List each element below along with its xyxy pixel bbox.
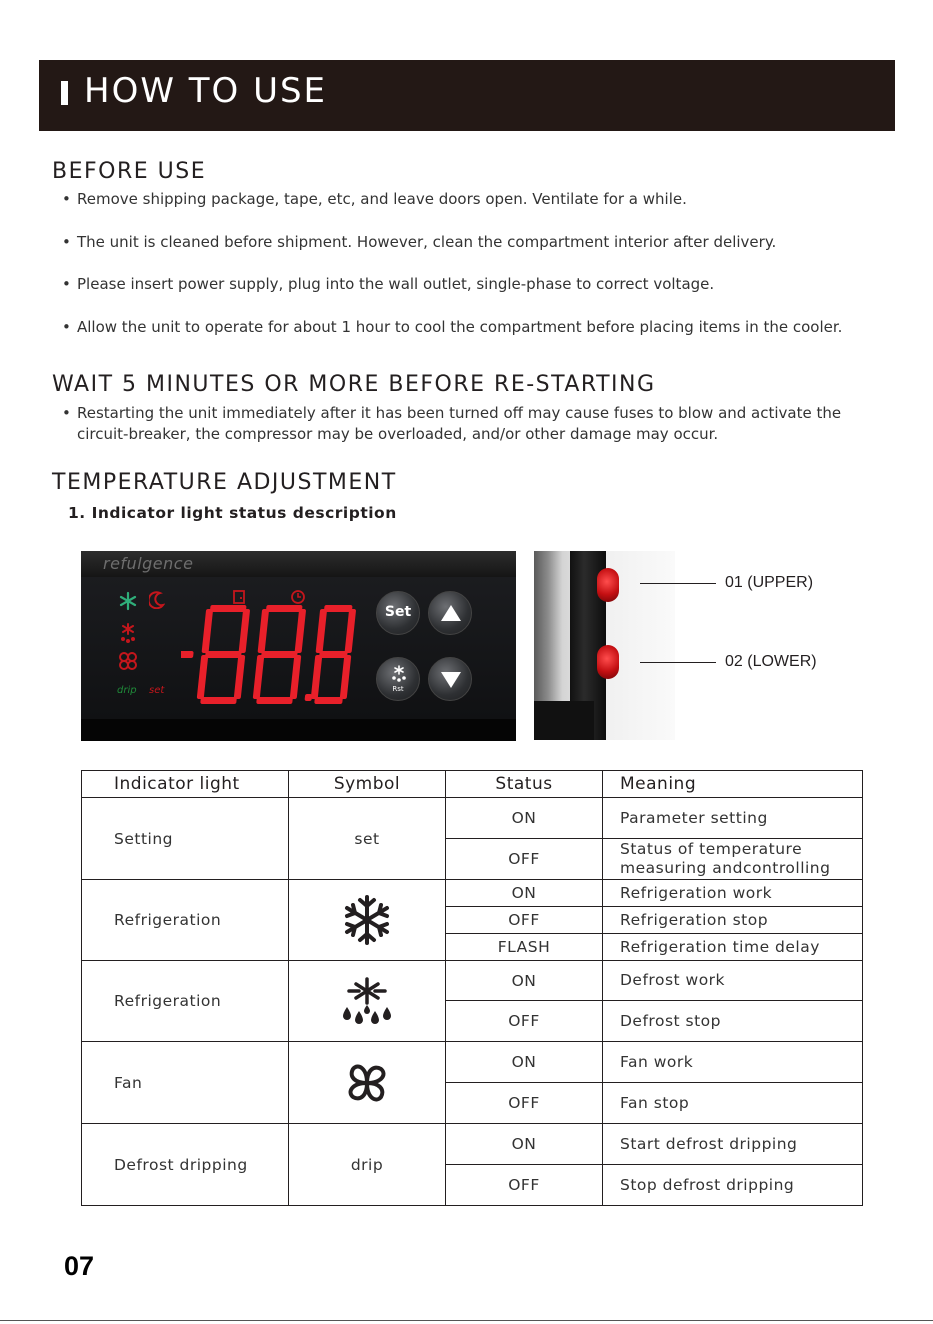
- header-mark: [61, 81, 68, 105]
- header-meaning: Meaning: [603, 771, 863, 798]
- symbol-cell: [289, 880, 446, 961]
- meaning-cell: Refrigeration time delay: [603, 934, 863, 961]
- lower-callout-label: 02 (LOWER): [725, 653, 817, 670]
- status-cell: ON: [446, 798, 603, 839]
- table-row: [82, 880, 863, 907]
- meaning-cell: Fan work: [603, 1042, 863, 1083]
- symbol-cell: drip: [289, 1124, 446, 1206]
- meaning-cell: Refrigeration work: [603, 880, 863, 907]
- indicator-subtitle: 1. Indicator light status description: [68, 504, 397, 522]
- table-row: [82, 1124, 863, 1165]
- status-cell: OFF: [446, 907, 603, 934]
- status-cell: FLASH: [446, 934, 603, 961]
- indicator-cell: Refrigeration: [82, 961, 289, 1042]
- list-item: • Please insert power supply, plug into the wall outlet, single-phase to correct voltage.: [62, 274, 877, 295]
- meaning-cell: Fan stop: [603, 1083, 863, 1124]
- brand-logo: refulgence: [103, 554, 194, 573]
- lower-switch[interactable]: [597, 645, 619, 679]
- status-cell: ON: [446, 1042, 603, 1083]
- indicator-cell: Refrigeration: [82, 880, 289, 961]
- page-number: 07: [64, 1251, 95, 1281]
- lower-callout-line: [640, 662, 716, 663]
- temperature-display: [181, 601, 356, 711]
- defrost-icon: [118, 623, 138, 643]
- meaning-cell: Status of temperature measuring andcontrolling: [603, 839, 863, 880]
- defrost-icon: [337, 977, 397, 1025]
- defrost-reset-button[interactable]: [376, 657, 420, 701]
- status-cell: ON: [446, 961, 603, 1001]
- fan-icon: [118, 651, 138, 671]
- wait-list: [62, 403, 877, 445]
- indicator-cell: Defrost dripping: [82, 1124, 289, 1206]
- moon-icon: [149, 591, 165, 609]
- panel-strip: [81, 551, 516, 577]
- table-row: [82, 961, 863, 1001]
- triangle-up-icon: [440, 603, 462, 623]
- list-item: • Allow the unit to operate for about 1 hour to cool the compartment before placing items in the cooler.: [62, 317, 877, 338]
- status-cell: OFF: [446, 839, 603, 880]
- indicator-cell: Fan: [82, 1042, 289, 1124]
- before-use-list: [62, 189, 877, 338]
- switch-photo: [534, 551, 675, 740]
- table-row: [82, 1042, 863, 1083]
- table-row: [82, 798, 863, 839]
- status-cell: OFF: [446, 1001, 603, 1042]
- status-cell: ON: [446, 1124, 603, 1165]
- list-item: • The unit is cleaned before shipment. However, clean the compartment interior after delivery.: [62, 232, 877, 253]
- wait-title: WAIT 5 MINUTES OR MORE BEFORE RE-STARTING: [52, 372, 656, 397]
- before-use-title: BEFORE USE: [52, 159, 207, 184]
- snowflake-icon: [118, 591, 138, 611]
- symbol-cell: set: [289, 798, 446, 880]
- drip-label: drip: [117, 685, 137, 696]
- header-symbol: Symbol: [289, 771, 446, 798]
- down-button[interactable]: [428, 657, 472, 701]
- status-cell: OFF: [446, 1083, 603, 1124]
- list-item: • Remove shipping package, tape, etc, and leave doors open. Ventilate for a while.: [62, 189, 877, 210]
- temperature-title: TEMPERATURE ADJUSTMENT: [52, 470, 397, 495]
- meaning-cell: Defrost stop: [603, 1001, 863, 1042]
- triangle-down-icon: [440, 670, 462, 690]
- meaning-cell: Stop defrost dripping: [603, 1165, 863, 1206]
- status-cell: OFF: [446, 1165, 603, 1206]
- upper-switch[interactable]: [597, 568, 619, 602]
- up-button[interactable]: [428, 591, 472, 635]
- indicator-status-table: [81, 770, 863, 1206]
- panel-bottom: [81, 719, 516, 741]
- defrost-icon: [388, 665, 410, 683]
- bottom-rule: [0, 1320, 933, 1321]
- photo-foot: [534, 701, 594, 740]
- header-indicator: Indicator light: [82, 771, 289, 798]
- header-bar: [39, 60, 895, 131]
- page-title: HOW TO USE: [84, 71, 328, 111]
- controller-panel-image: [81, 551, 516, 741]
- meaning-cell: Parameter setting: [603, 798, 863, 839]
- fan-icon: [344, 1060, 390, 1106]
- header-status: Status: [446, 771, 603, 798]
- upper-callout-label: 01 (UPPER): [725, 574, 814, 591]
- list-item: • Restarting the unit immediately after it has been turned off may cause fuses to blow and activate the circuit-breaker, the compressor may be overloaded, and/or other damage may occur.: [62, 403, 877, 445]
- snowflake-icon: [341, 894, 393, 946]
- meaning-cell: Start defrost dripping: [603, 1124, 863, 1165]
- rst-label: Rst: [392, 685, 404, 693]
- meaning-cell: Defrost work: [603, 961, 863, 1001]
- symbol-cell: [289, 1042, 446, 1124]
- status-cell: ON: [446, 880, 603, 907]
- set-button[interactable]: Set: [376, 591, 420, 635]
- table-header-row: [82, 771, 863, 798]
- upper-callout-line: [640, 583, 716, 584]
- meaning-cell: Refrigeration stop: [603, 907, 863, 934]
- symbol-cell: [289, 961, 446, 1042]
- set-label: set: [149, 685, 165, 696]
- indicator-cell: Setting: [82, 798, 289, 880]
